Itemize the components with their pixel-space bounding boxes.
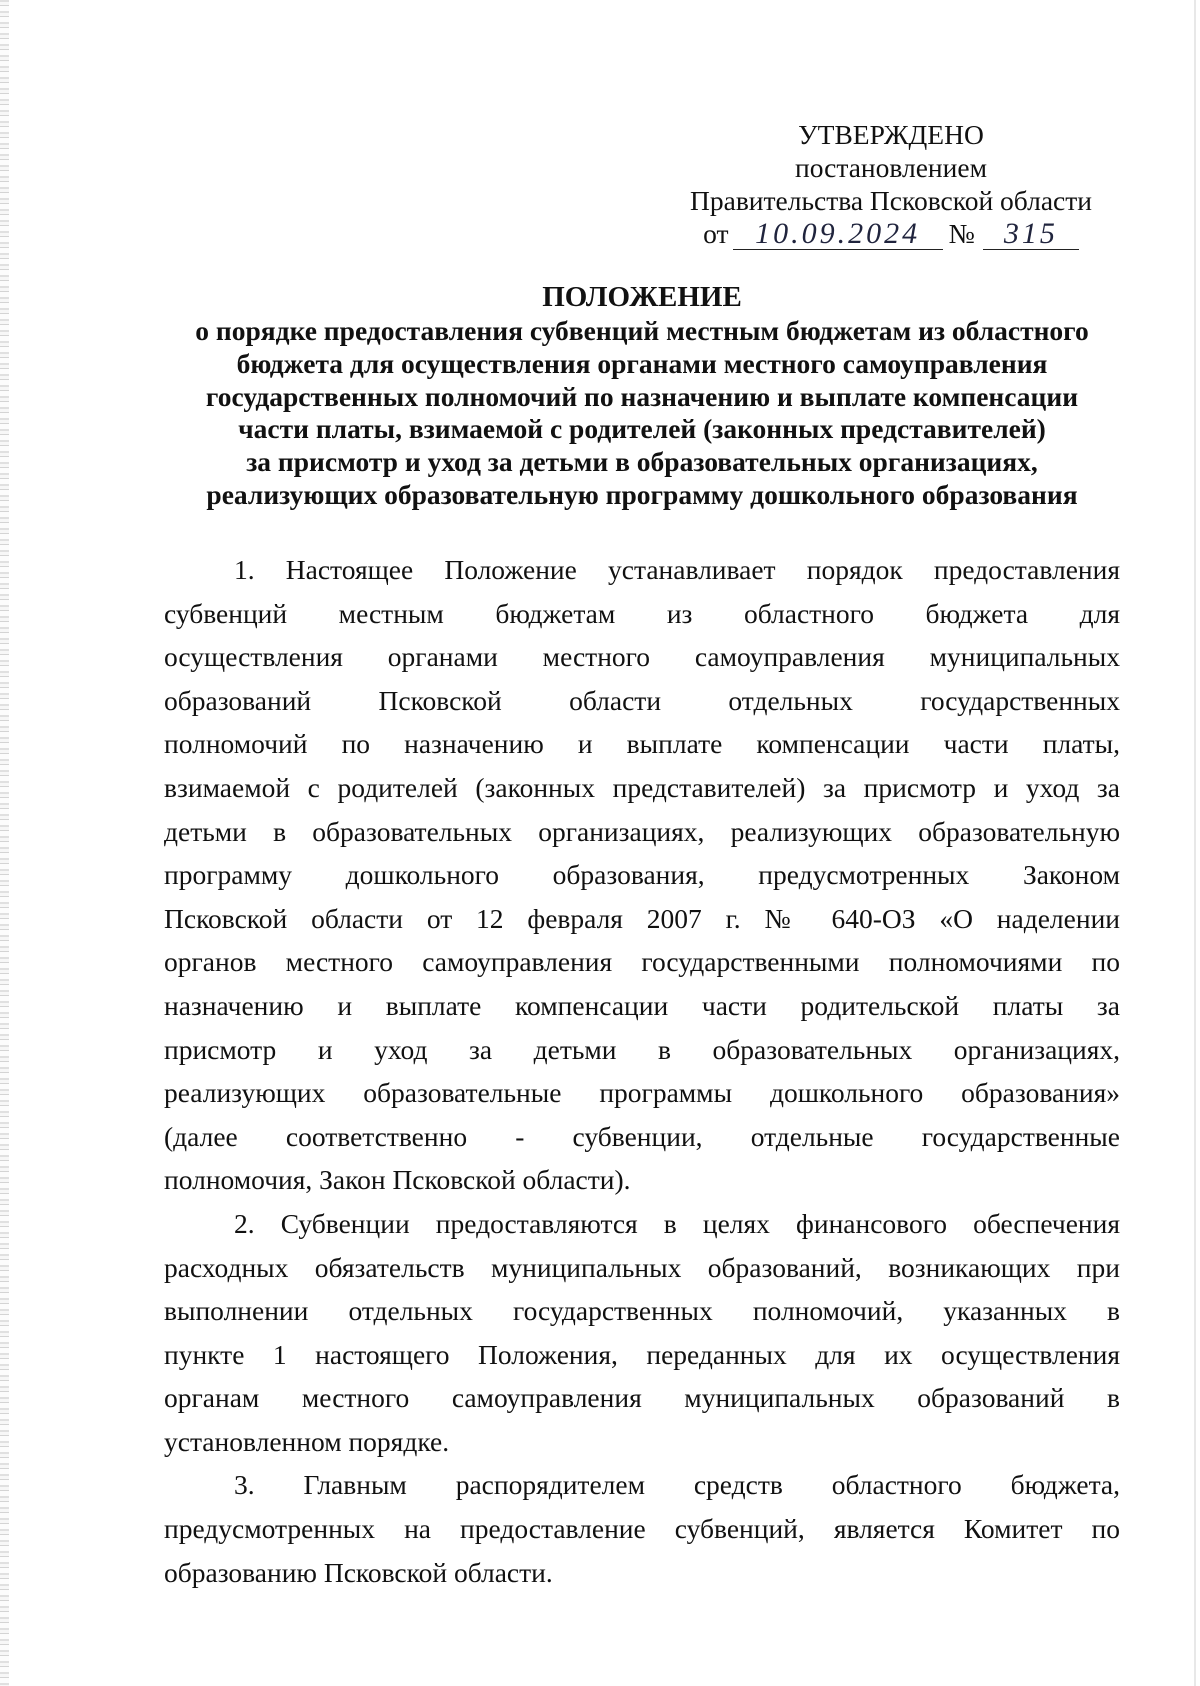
number-prefix: № bbox=[948, 218, 975, 249]
body-line: пункте 1 настоящего Положения, переданных для их осуществления bbox=[164, 1338, 1120, 1370]
date-prefix: от bbox=[703, 218, 729, 249]
body-line: установленном порядке. bbox=[164, 1425, 450, 1457]
subtitle-line: бюджета для осуществления органами местного самоуправления bbox=[236, 347, 1048, 379]
body-line: Псковской области от 12 февраля 2007 г. № 640-ОЗ «О наделении bbox=[164, 902, 1120, 934]
subtitle-line: о порядке предоставления субвенций местным бюджетам из областного bbox=[195, 315, 1089, 346]
body-line: назначению и выплате компенсации части родительской платы за bbox=[164, 989, 1120, 1021]
body-line: 2. Субвенции предоставляются в целях финансового обеспечения bbox=[234, 1207, 1120, 1239]
body-line: субвенций местным бюджетам из областного бюджета для bbox=[164, 597, 1120, 629]
body-line: 3. Главным распорядителем средств областного бюджета, bbox=[234, 1469, 1120, 1501]
approval-date-row bbox=[661, 217, 1121, 250]
body-line: взимаемой с родителей (законных представителей) за присмотр и уход за bbox=[164, 771, 1120, 803]
body-line: расходных обязательств муниципальных образований, возникающих при bbox=[164, 1251, 1120, 1283]
body-line: программу дошкольного образования, предусмотренных Законом bbox=[164, 859, 1120, 891]
handwritten-number: 315 bbox=[1003, 217, 1058, 250]
paragraph-3 bbox=[164, 1463, 1120, 1594]
body-line: органам местного самоуправления муниципальных образований в bbox=[164, 1382, 1120, 1414]
subtitle-line: части платы, взимаемой с родителей (законных представителей) bbox=[238, 413, 1046, 445]
body-line: детьми в образовательных организациях, реализующих образовательную bbox=[164, 815, 1120, 847]
body-line: образований Псковской области отдельных государственных bbox=[164, 684, 1120, 716]
body-line: полномочий по назначению и выплате компенсации части платы, bbox=[164, 728, 1120, 760]
body-line: органов местного самоуправления государственными полномочиями по bbox=[164, 946, 1120, 978]
scan-edge-right bbox=[1194, 0, 1196, 1686]
paragraph-2 bbox=[164, 1202, 1120, 1464]
scan-edge-left bbox=[0, 0, 9, 1686]
paragraph-1 bbox=[164, 548, 1120, 1202]
body-line: осуществления органами местного самоуправления муниципальных bbox=[164, 641, 1120, 673]
body-line: (далее соответственно - субвенции, отдельные государственные bbox=[164, 1120, 1120, 1152]
body-line: реализующих образовательные программы дошкольного образования» bbox=[164, 1077, 1120, 1109]
body-line: полномочия, Закон Псковской области). bbox=[164, 1164, 631, 1196]
subtitle-line: государственных полномочий по назначению и выплате компенсации bbox=[205, 380, 1079, 412]
document-body bbox=[164, 548, 1120, 1594]
handwritten-date: 10.09.2024 bbox=[755, 217, 921, 250]
document-title: ПОЛОЖЕНИЕ bbox=[542, 281, 742, 313]
number-field bbox=[983, 219, 1079, 250]
title-block bbox=[164, 280, 1120, 512]
subtitle-line: реализующих образовательную программу дошкольного образования bbox=[206, 478, 1078, 510]
body-line: выполнении отдельных государственных полномочий, указанных в bbox=[164, 1295, 1120, 1327]
date-field bbox=[733, 219, 943, 250]
body-line: присмотр и уход за детьми в образовательных организациях, bbox=[164, 1033, 1120, 1065]
approving-authority: Правительства Псковской области bbox=[690, 185, 1092, 216]
subtitle-line: за присмотр и уход за детьми в образовательных организациях, bbox=[246, 446, 1038, 478]
body-line: образованию Псковской области. bbox=[164, 1556, 553, 1588]
approved-label: УТВЕРЖДЕНО bbox=[798, 119, 984, 150]
approval-block bbox=[661, 118, 1121, 250]
body-line: 1. Настоящее Положение устанавливает порядок предоставления bbox=[234, 554, 1120, 585]
body-line: предусмотренных на предоставление субвенций, является Комитет по bbox=[164, 1513, 1120, 1545]
approved-by: постановлением bbox=[795, 152, 987, 183]
